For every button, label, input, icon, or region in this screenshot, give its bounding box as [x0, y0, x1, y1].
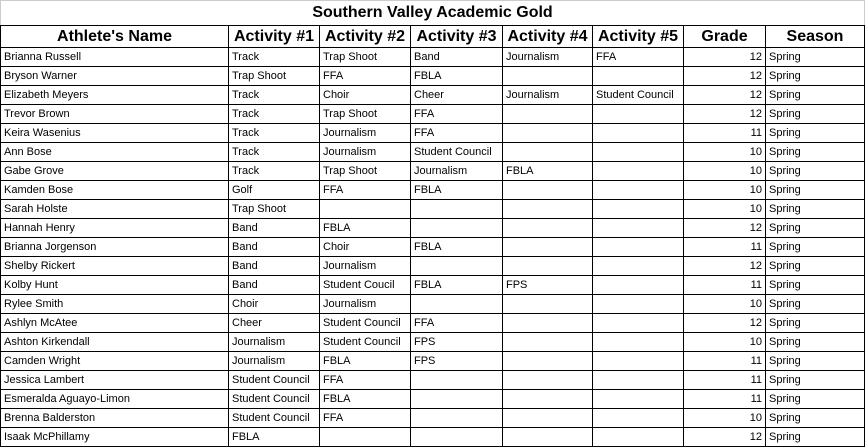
- table-cell[interactable]: Band: [229, 257, 320, 276]
- table-cell[interactable]: [411, 295, 503, 314]
- table-cell[interactable]: FPS: [503, 276, 593, 295]
- table-cell[interactable]: Camden Wright: [1, 352, 229, 371]
- table-cell[interactable]: Choir: [320, 86, 411, 105]
- table-row: [1, 124, 865, 143]
- table-cell[interactable]: Student Council: [229, 390, 320, 409]
- table-cell[interactable]: [593, 181, 684, 200]
- table-cell[interactable]: Journalism: [229, 333, 320, 352]
- table-cell[interactable]: Journalism: [503, 86, 593, 105]
- table-cell[interactable]: [503, 352, 593, 371]
- table-cell[interactable]: 10: [684, 162, 766, 181]
- table-cell[interactable]: 12: [684, 314, 766, 333]
- table-row: [1, 390, 865, 409]
- table-cell[interactable]: [411, 428, 503, 447]
- table-cell[interactable]: 12: [684, 67, 766, 86]
- table-cell[interactable]: Spring: [766, 181, 865, 200]
- table-cell[interactable]: [503, 257, 593, 276]
- column-header[interactable]: Athlete's Name: [1, 26, 229, 48]
- table-cell[interactable]: Spring: [766, 428, 865, 447]
- table-cell[interactable]: 11: [684, 390, 766, 409]
- table-cell[interactable]: [503, 124, 593, 143]
- table-cell[interactable]: Choir: [320, 238, 411, 257]
- table-cell[interactable]: [411, 200, 503, 219]
- table-cell[interactable]: Trap Shoot: [320, 48, 411, 67]
- table-cell[interactable]: Rylee Smith: [1, 295, 229, 314]
- table-cell[interactable]: Trap Shoot: [229, 200, 320, 219]
- table-cell[interactable]: Brianna Jorgenson: [1, 238, 229, 257]
- table-row: [1, 48, 865, 67]
- table-cell[interactable]: [503, 143, 593, 162]
- table-cell[interactable]: Journalism: [320, 257, 411, 276]
- table-cell[interactable]: 10: [684, 181, 766, 200]
- column-header[interactable]: Activity #5: [593, 26, 684, 48]
- table-cell[interactable]: 11: [684, 124, 766, 143]
- table-cell[interactable]: Spring: [766, 295, 865, 314]
- table-cell[interactable]: FFA: [320, 181, 411, 200]
- table-cell[interactable]: Spring: [766, 162, 865, 181]
- table-cell[interactable]: [320, 200, 411, 219]
- table-cell[interactable]: [503, 314, 593, 333]
- table-cell[interactable]: Brianna Russell: [1, 48, 229, 67]
- table-row: [1, 105, 865, 124]
- table-cell[interactable]: [411, 257, 503, 276]
- table-cell[interactable]: [593, 67, 684, 86]
- table-cell[interactable]: Bryson Warner: [1, 67, 229, 86]
- table-cell[interactable]: Track: [229, 48, 320, 67]
- table-cell[interactable]: Journalism: [411, 162, 503, 181]
- table-cell[interactable]: Cheer: [229, 314, 320, 333]
- table-cell[interactable]: Shelby Rickert: [1, 257, 229, 276]
- table-cell[interactable]: 12: [684, 105, 766, 124]
- table-row: [1, 143, 865, 162]
- table-cell[interactable]: Spring: [766, 257, 865, 276]
- table-cell[interactable]: Band: [229, 219, 320, 238]
- table-cell[interactable]: Spring: [766, 143, 865, 162]
- table-cell[interactable]: [593, 124, 684, 143]
- table-row: [1, 219, 865, 238]
- table-cell[interactable]: [320, 428, 411, 447]
- table-cell[interactable]: [503, 181, 593, 200]
- table-cell[interactable]: Spring: [766, 314, 865, 333]
- table-cell[interactable]: 11: [684, 371, 766, 390]
- table-cell[interactable]: [593, 409, 684, 428]
- table-cell[interactable]: Track: [229, 105, 320, 124]
- table-cell[interactable]: FFA: [411, 314, 503, 333]
- table-cell[interactable]: [593, 162, 684, 181]
- table-cell[interactable]: Track: [229, 124, 320, 143]
- table-cell[interactable]: Student Council: [411, 143, 503, 162]
- table-cell[interactable]: Spring: [766, 352, 865, 371]
- table-cell[interactable]: FBLA: [411, 181, 503, 200]
- table-cell[interactable]: Esmeralda Aguayo-Limon: [1, 390, 229, 409]
- table-cell[interactable]: FBLA: [320, 352, 411, 371]
- table-cell[interactable]: Gabe Grove: [1, 162, 229, 181]
- table-cell[interactable]: Spring: [766, 48, 865, 67]
- sheet-title[interactable]: Southern Valley Academic Gold: [1, 1, 865, 26]
- table-row: [1, 200, 865, 219]
- column-header[interactable]: Activity #2: [320, 26, 411, 48]
- table-cell[interactable]: FPS: [411, 333, 503, 352]
- table-row: [1, 314, 865, 333]
- table-row: [1, 428, 865, 447]
- table-cell[interactable]: FFA: [411, 105, 503, 124]
- table-cell[interactable]: Sarah Holste: [1, 200, 229, 219]
- table-row: [1, 257, 865, 276]
- table-cell[interactable]: Spring: [766, 333, 865, 352]
- table-cell[interactable]: 12: [684, 428, 766, 447]
- table-cell[interactable]: 12: [684, 219, 766, 238]
- column-header[interactable]: Season: [766, 26, 865, 48]
- table-cell[interactable]: Journalism: [320, 295, 411, 314]
- table-cell[interactable]: Trap Shoot: [320, 105, 411, 124]
- table-cell[interactable]: [593, 314, 684, 333]
- table-cell[interactable]: Band: [229, 276, 320, 295]
- table-cell[interactable]: Trap Shoot: [229, 67, 320, 86]
- table-cell[interactable]: [503, 238, 593, 257]
- table-cell[interactable]: FBLA: [411, 67, 503, 86]
- column-header[interactable]: Activity #4: [503, 26, 593, 48]
- table-cell[interactable]: [503, 390, 593, 409]
- table-cell[interactable]: 10: [684, 409, 766, 428]
- table-cell[interactable]: FFA: [320, 67, 411, 86]
- table-cell[interactable]: FFA: [593, 48, 684, 67]
- table-cell[interactable]: Brenna Balderston: [1, 409, 229, 428]
- table-cell[interactable]: [503, 67, 593, 86]
- table-cell[interactable]: Journalism: [229, 352, 320, 371]
- column-header[interactable]: Activity #3: [411, 26, 503, 48]
- table-cell[interactable]: 11: [684, 238, 766, 257]
- table-row: [1, 67, 865, 86]
- table-cell[interactable]: FFA: [320, 409, 411, 428]
- table-cell[interactable]: 11: [684, 276, 766, 295]
- table-cell[interactable]: Spring: [766, 409, 865, 428]
- table-cell[interactable]: FPS: [411, 352, 503, 371]
- table-cell[interactable]: [593, 143, 684, 162]
- table-cell[interactable]: Track: [229, 143, 320, 162]
- table-cell[interactable]: FBLA: [503, 162, 593, 181]
- table-cell[interactable]: [503, 333, 593, 352]
- table-cell[interactable]: [503, 371, 593, 390]
- table-cell[interactable]: Cheer: [411, 86, 503, 105]
- table-cell[interactable]: [593, 371, 684, 390]
- table-cell[interactable]: [411, 219, 503, 238]
- table-cell[interactable]: [411, 409, 503, 428]
- table-cell[interactable]: FFA: [320, 371, 411, 390]
- table-row: [1, 295, 865, 314]
- table-cell[interactable]: Student Council: [593, 86, 684, 105]
- table-cell[interactable]: 12: [684, 48, 766, 67]
- table-cell[interactable]: Keira Wasenius: [1, 124, 229, 143]
- table-cell[interactable]: Spring: [766, 371, 865, 390]
- table-cell[interactable]: [503, 409, 593, 428]
- table-cell[interactable]: 12: [684, 86, 766, 105]
- table-cell[interactable]: Student Council: [320, 314, 411, 333]
- table-cell[interactable]: Spring: [766, 219, 865, 238]
- table-row: [1, 409, 865, 428]
- table-cell[interactable]: Journalism: [503, 48, 593, 67]
- table-cell[interactable]: Student Council: [229, 371, 320, 390]
- column-header[interactable]: Activity #1: [229, 26, 320, 48]
- table-cell[interactable]: [503, 428, 593, 447]
- table-cell[interactable]: 12: [684, 257, 766, 276]
- table-cell[interactable]: 10: [684, 333, 766, 352]
- table-cell[interactable]: Spring: [766, 124, 865, 143]
- table-row: [1, 238, 865, 257]
- table-cell[interactable]: Spring: [766, 86, 865, 105]
- header-row: [1, 26, 865, 48]
- table-cell[interactable]: Spring: [766, 67, 865, 86]
- table-row: [1, 276, 865, 295]
- table-cell[interactable]: FBLA: [411, 276, 503, 295]
- table-cell[interactable]: FBLA: [320, 390, 411, 409]
- table-cell[interactable]: FFA: [411, 124, 503, 143]
- table-cell[interactable]: Spring: [766, 238, 865, 257]
- table-cell[interactable]: 10: [684, 295, 766, 314]
- table-cell[interactable]: [593, 238, 684, 257]
- table-cell[interactable]: [593, 276, 684, 295]
- table-cell[interactable]: Spring: [766, 276, 865, 295]
- table-cell[interactable]: Ann Bose: [1, 143, 229, 162]
- table-cell[interactable]: Elizabeth Meyers: [1, 86, 229, 105]
- table-cell[interactable]: Track: [229, 86, 320, 105]
- table-cell[interactable]: Journalism: [320, 124, 411, 143]
- table-cell[interactable]: Spring: [766, 390, 865, 409]
- table-cell[interactable]: FBLA: [229, 428, 320, 447]
- table-cell[interactable]: [593, 333, 684, 352]
- table-cell[interactable]: [593, 352, 684, 371]
- table-cell[interactable]: Track: [229, 162, 320, 181]
- table-cell[interactable]: 10: [684, 143, 766, 162]
- table-cell[interactable]: Band: [229, 238, 320, 257]
- table-cell[interactable]: [593, 428, 684, 447]
- table-row: [1, 181, 865, 200]
- table-row: [1, 371, 865, 390]
- table-cell[interactable]: Golf: [229, 181, 320, 200]
- table-cell[interactable]: Journalism: [320, 143, 411, 162]
- table-cell[interactable]: 10: [684, 200, 766, 219]
- table-cell[interactable]: [593, 295, 684, 314]
- table-cell[interactable]: [593, 390, 684, 409]
- table-cell[interactable]: Spring: [766, 200, 865, 219]
- table-cell[interactable]: Ashton Kirkendall: [1, 333, 229, 352]
- table-cell[interactable]: Trevor Brown: [1, 105, 229, 124]
- table-cell[interactable]: Trap Shoot: [320, 162, 411, 181]
- table-cell[interactable]: Student Council: [320, 333, 411, 352]
- table-cell[interactable]: [593, 200, 684, 219]
- table-row: [1, 162, 865, 181]
- table-cell[interactable]: Student Coucil: [320, 276, 411, 295]
- column-header[interactable]: Grade: [684, 26, 766, 48]
- table-cell[interactable]: 11: [684, 352, 766, 371]
- table-cell[interactable]: [411, 390, 503, 409]
- table-cell[interactable]: Kamden Bose: [1, 181, 229, 200]
- table-row: [1, 333, 865, 352]
- table-row: [1, 352, 865, 371]
- table-cell[interactable]: [503, 200, 593, 219]
- table-cell[interactable]: Isaak McPhillamy: [1, 428, 229, 447]
- table-cell[interactable]: Jessica Lambert: [1, 371, 229, 390]
- table-cell[interactable]: [593, 219, 684, 238]
- table-cell[interactable]: Spring: [766, 105, 865, 124]
- table-cell[interactable]: [503, 105, 593, 124]
- table-cell[interactable]: Choir: [229, 295, 320, 314]
- table-cell[interactable]: FBLA: [411, 238, 503, 257]
- table-cell[interactable]: Hannah Henry: [1, 219, 229, 238]
- title-row: [1, 1, 865, 26]
- table-cell[interactable]: [411, 371, 503, 390]
- table-cell[interactable]: [593, 257, 684, 276]
- table-row: [1, 86, 865, 105]
- table-cell[interactable]: Band: [411, 48, 503, 67]
- table-cell[interactable]: Kolby Hunt: [1, 276, 229, 295]
- table-cell[interactable]: [503, 295, 593, 314]
- table-cell[interactable]: [593, 105, 684, 124]
- table-cell[interactable]: Ashlyn McAtee: [1, 314, 229, 333]
- table-cell[interactable]: Student Council: [229, 409, 320, 428]
- table-cell[interactable]: FBLA: [320, 219, 411, 238]
- table-cell[interactable]: [503, 219, 593, 238]
